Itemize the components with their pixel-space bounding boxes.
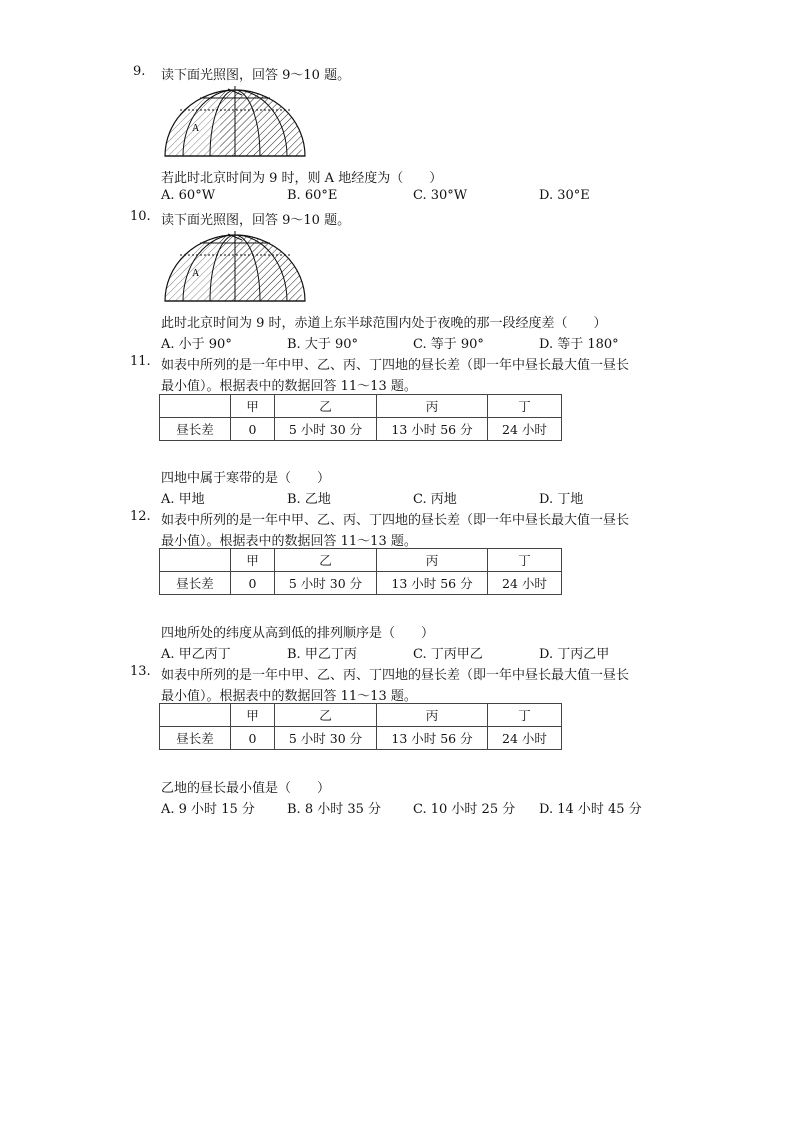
- question-stem: 若此时北京时间为 9 时，则 A 地经度为（ ）: [161, 171, 443, 186]
- table-cell: 13 小时 56 分: [377, 572, 488, 595]
- table-header-cell: [160, 549, 231, 572]
- question-number: 12.: [130, 509, 151, 524]
- table-cell: 24 小时: [488, 572, 562, 595]
- table-cell: 24 小时: [488, 418, 562, 441]
- day-length-table: [159, 548, 562, 595]
- option-d: D. 30°E: [539, 188, 590, 203]
- option-a: A. 9 小时 15 分: [161, 802, 255, 817]
- option-a: A. 甲乙丙丁: [161, 647, 231, 662]
- table-header-cell: 乙: [275, 704, 377, 727]
- table-row-label: 昼长差: [160, 572, 231, 595]
- option-a: A. 小于 90°: [161, 337, 232, 352]
- table-row-label: 昼长差: [160, 727, 231, 750]
- table-header-cell: 甲: [231, 704, 275, 727]
- illumination-diagram: [160, 86, 310, 162]
- option-a: A. 60°W: [161, 188, 216, 203]
- table-cell: 24 小时: [488, 727, 562, 750]
- option-b: B. 大于 90°: [287, 337, 358, 352]
- table-header-cell: 乙: [275, 549, 377, 572]
- question-stem: 四地中属于寒带的是（ ）: [161, 471, 331, 486]
- table-cell: 0: [231, 418, 275, 441]
- table-header-cell: 丁: [488, 704, 562, 727]
- question-intro: 最小值）。根据表中的数据回答 11～13 题。: [161, 534, 417, 549]
- table-header-cell: 乙: [275, 395, 377, 418]
- question-intro: 如表中所列的是一年中甲、乙、丙、丁四地的昼长差（即一年中昼长最大值一昼长: [161, 358, 630, 373]
- question-intro: 读下面光照图，回答 9～10 题。: [161, 68, 351, 83]
- table-header-cell: 丙: [377, 549, 488, 572]
- option-b: B. 甲乙丁丙: [287, 647, 357, 662]
- option-b: B. 60°E: [287, 188, 338, 203]
- table-row: [160, 418, 562, 441]
- point-label: A: [192, 268, 200, 279]
- option-d: D. 丁地: [539, 492, 584, 507]
- table-header-cell: 丙: [377, 395, 488, 418]
- night-area: [220, 231, 305, 301]
- table-header-cell: [160, 704, 231, 727]
- question-intro: 如表中所列的是一年中甲、乙、丙、丁四地的昼长差（即一年中昼长最大值一昼长: [161, 668, 630, 683]
- option-c: C. 丙地: [413, 492, 457, 507]
- option-d: D. 丁丙乙甲: [539, 647, 610, 662]
- table-cell: 13 小时 56 分: [377, 727, 488, 750]
- option-c: C. 10 小时 25 分: [413, 802, 516, 817]
- table-header-cell: [160, 395, 231, 418]
- option-b: B. 8 小时 35 分: [287, 802, 382, 817]
- illumination-diagram: [160, 231, 310, 307]
- question-number: 9.: [133, 64, 146, 79]
- table-cell: 5 小时 30 分: [275, 727, 377, 750]
- day-length-table: [159, 703, 562, 750]
- option-c: C. 丁丙甲乙: [413, 647, 483, 662]
- table-cell: 13 小时 56 分: [377, 418, 488, 441]
- table-header-row: [160, 549, 562, 572]
- table-header-row: [160, 395, 562, 418]
- option-d: D. 14 小时 45 分: [539, 802, 642, 817]
- table-row: [160, 572, 562, 595]
- question-number: 11.: [130, 354, 151, 369]
- table-cell: 5 小时 30 分: [275, 418, 377, 441]
- question-number: 10.: [130, 209, 151, 224]
- table-header-cell: 丁: [488, 549, 562, 572]
- table-header-cell: 丁: [488, 395, 562, 418]
- question-intro: 读下面光照图，回答 9～10 题。: [161, 213, 351, 228]
- table-cell: 0: [231, 572, 275, 595]
- question-intro: 最小值）。根据表中的数据回答 11～13 题。: [161, 689, 417, 704]
- option-b: B. 乙地: [287, 492, 331, 507]
- table-row: [160, 727, 562, 750]
- option-d: D. 等于 180°: [539, 337, 619, 352]
- table-cell: 0: [231, 727, 275, 750]
- question-intro: 如表中所列的是一年中甲、乙、丙、丁四地的昼长差（即一年中昼长最大值一昼长: [161, 513, 630, 528]
- table-header-cell: 丙: [377, 704, 488, 727]
- question-intro: 最小值）。根据表中的数据回答 11～13 题。: [161, 379, 417, 394]
- table-cell: 5 小时 30 分: [275, 572, 377, 595]
- option-a: A. 甲地: [161, 492, 205, 507]
- table-header-cell: 甲: [231, 395, 275, 418]
- question-stem: 乙地的昼长最小值是（ ）: [161, 781, 331, 796]
- option-c: C. 等于 90°: [413, 337, 484, 352]
- table-row-label: 昼长差: [160, 418, 231, 441]
- option-c: C. 30°W: [413, 188, 468, 203]
- question-number: 13.: [130, 664, 151, 679]
- table-header-row: [160, 704, 562, 727]
- point-label: A: [192, 123, 200, 134]
- question-stem: 四地所处的纬度从高到低的排列顺序是（ ）: [161, 626, 435, 641]
- question-stem: 此时北京时间为 9 时，赤道上东半球范围内处于夜晚的那一段经度差（ ）: [161, 316, 607, 331]
- table-header-cell: 甲: [231, 549, 275, 572]
- day-length-table: [159, 394, 562, 441]
- night-area: [220, 86, 305, 156]
